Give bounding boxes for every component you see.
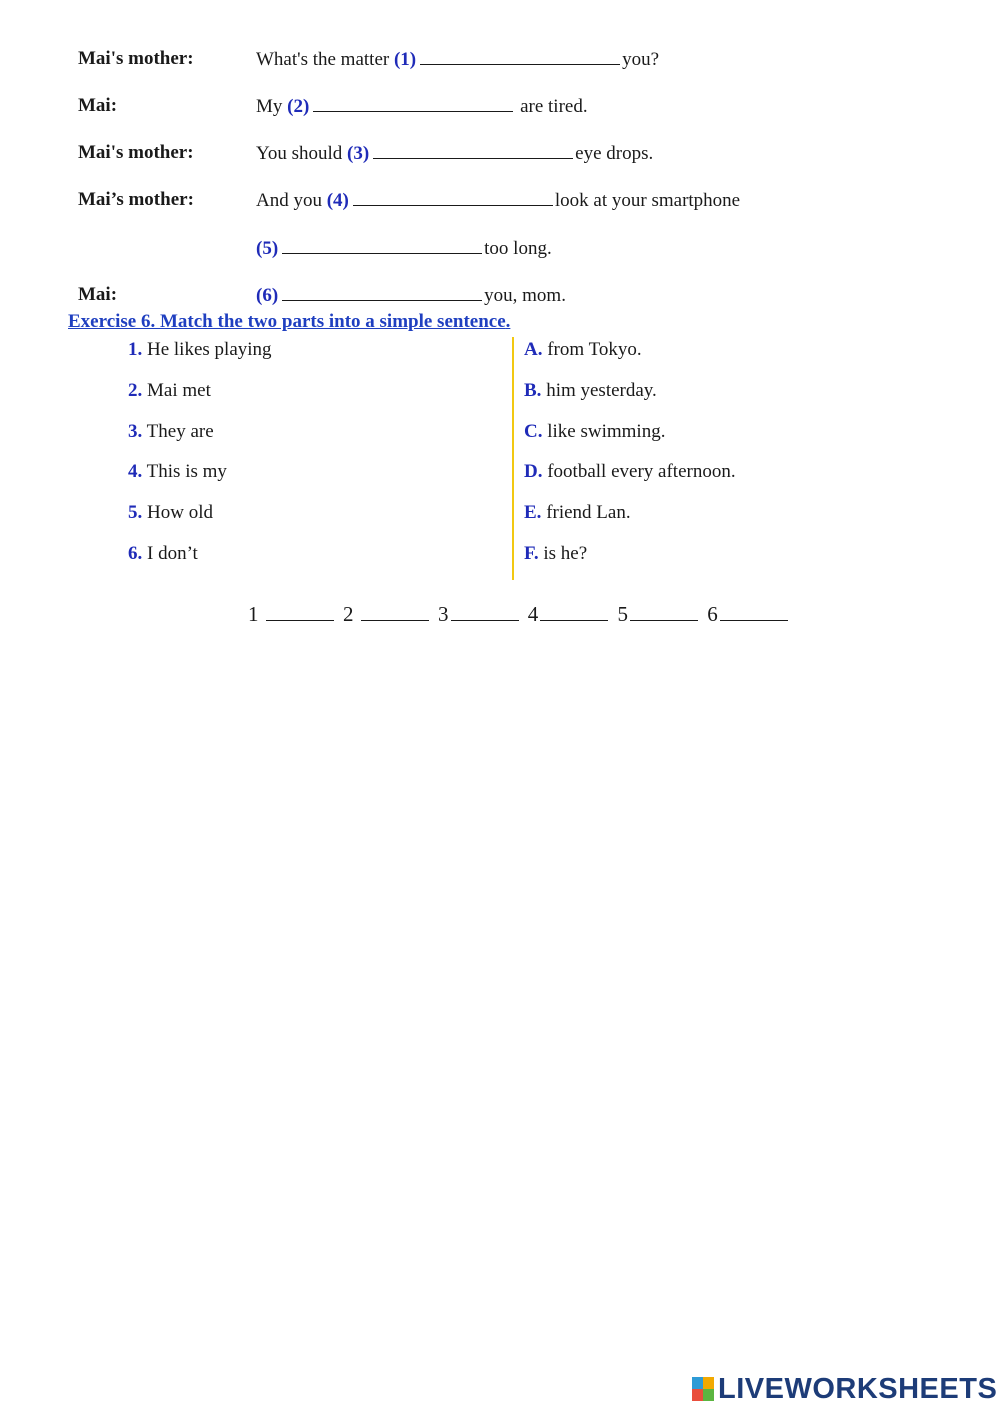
left-item-text: He likes playing — [147, 339, 272, 360]
exercise-title-end: . — [505, 311, 511, 332]
left-item-text: They are — [146, 421, 214, 442]
right-item-b — [524, 379, 657, 403]
right-item-label: F. — [524, 543, 539, 564]
answer-row — [248, 602, 792, 627]
left-item-text: This is my — [146, 461, 227, 482]
exercise-title — [68, 311, 510, 333]
dialogue-line — [256, 283, 566, 308]
column-divider — [512, 337, 514, 580]
right-item-label: D. — [524, 461, 543, 482]
left-item-2 — [128, 379, 211, 403]
line-text-after: you, mom. — [484, 285, 566, 306]
blank-number: (6) — [256, 285, 279, 306]
dialogue-line — [256, 141, 653, 166]
match-answer-blank-4[interactable] — [540, 602, 608, 621]
logo-text: LIVEWORKSHEETS — [718, 1372, 998, 1405]
left-item-text: Mai met — [147, 380, 211, 401]
left-item-4 — [128, 460, 227, 484]
dialogue-line — [256, 94, 588, 119]
left-item-text: I don’t — [147, 543, 198, 564]
answer-number: 4 — [527, 602, 539, 626]
line-text-before: And you — [256, 190, 327, 211]
right-item-text: from Tokyo. — [547, 339, 642, 360]
logo-square-red — [692, 1389, 703, 1401]
right-item-label: E. — [524, 502, 542, 523]
answer-number: 3 — [438, 602, 449, 626]
line-text-after: are tired. — [515, 96, 588, 117]
answer-number: 6 — [707, 602, 718, 626]
right-item-label: C. — [524, 421, 543, 442]
right-item-label: A. — [524, 339, 543, 360]
answer-number: 1 — [248, 602, 259, 626]
speaker-label: Mai: — [78, 95, 118, 116]
match-answer-blank-6[interactable] — [720, 602, 788, 621]
answer-blank-5[interactable] — [282, 236, 482, 254]
line-text-after: you? — [622, 49, 660, 70]
right-item-a — [524, 338, 642, 362]
right-item-text: friend Lan. — [546, 502, 631, 523]
right-item-d — [524, 460, 736, 484]
logo-square-green — [703, 1389, 714, 1401]
line-text-before: You should — [256, 143, 347, 164]
answer-blank-6[interactable] — [282, 283, 482, 301]
right-item-text: him yesterday. — [546, 380, 657, 401]
speaker-label: Mai's mother: — [78, 48, 194, 69]
answer-blank-1[interactable] — [420, 47, 620, 65]
left-item-3 — [128, 420, 214, 444]
dialogue-line — [256, 236, 552, 261]
right-item-text: like swimming. — [547, 421, 666, 442]
left-item-text: How old — [147, 502, 213, 523]
answer-blank-3[interactable] — [373, 141, 573, 159]
left-item-label: 2. — [128, 380, 143, 401]
line-text-after: too long. — [484, 238, 552, 259]
dialogue-line — [256, 47, 659, 72]
logo-square-blue — [692, 1377, 703, 1389]
blank-number: (1) — [393, 49, 417, 70]
speaker-label: Mai's mother: — [78, 142, 194, 163]
right-item-f — [524, 542, 587, 566]
left-item-label: 6. — [128, 543, 143, 564]
answer-number: 5 — [617, 602, 628, 626]
blank-number: (5) — [256, 238, 279, 259]
match-answer-blank-5[interactable] — [630, 602, 698, 621]
match-answer-blank-3[interactable] — [451, 602, 519, 621]
left-item-label: 5. — [128, 502, 143, 523]
left-item-6 — [128, 542, 198, 566]
right-item-label: B. — [524, 380, 542, 401]
answer-blank-4[interactable] — [353, 188, 553, 206]
left-item-label: 1. — [128, 339, 143, 360]
logo-mark-icon — [692, 1377, 714, 1401]
left-item-1 — [128, 338, 272, 362]
answer-number: 2 — [343, 602, 354, 626]
answer-blank-2[interactable] — [313, 94, 513, 112]
right-item-c — [524, 420, 665, 444]
line-text-after: look at your smartphone — [554, 190, 741, 211]
dialogue-line — [256, 188, 740, 213]
blank-number: (2) — [287, 96, 310, 117]
exercise-title-text: Exercise 6. Match the two parts into a simple sentence — [68, 311, 506, 332]
left-item-5 — [128, 501, 213, 525]
speaker-label: Mai’s mother: — [78, 189, 194, 210]
line-text-after: eye drops. — [575, 143, 654, 164]
left-item-label: 4. — [128, 461, 143, 482]
right-item-e — [524, 501, 631, 525]
blank-number: (3) — [347, 143, 370, 164]
match-answer-blank-2[interactable] — [361, 602, 429, 621]
line-text-before: What's the matter — [256, 49, 394, 70]
right-item-text: football every afternoon. — [547, 461, 736, 482]
blank-number: (4) — [326, 190, 349, 211]
right-item-text: is he? — [543, 543, 588, 564]
match-answer-blank-1[interactable] — [266, 602, 334, 621]
speaker-label: Mai: — [78, 284, 118, 305]
line-text-before: My — [256, 96, 288, 117]
logo-square-yellow — [703, 1377, 714, 1389]
liveworksheets-logo[interactable] — [692, 1374, 997, 1404]
left-item-label: 3. — [128, 421, 143, 442]
